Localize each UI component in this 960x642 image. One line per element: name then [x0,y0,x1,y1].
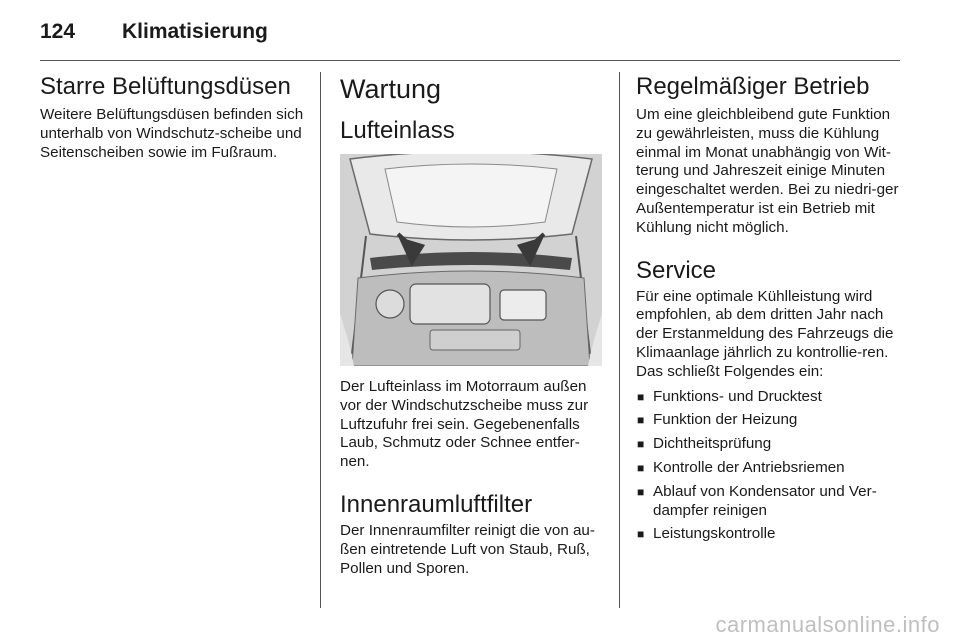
page-header [40,14,900,54]
chapter-title: Klimatisierung [122,20,268,43]
bullet-icon: ■ [637,527,645,542]
engine-bay-illustration [340,154,602,366]
service-checklist [636,388,902,545]
list-item: ■ Ablauf von Kondensator und Ver-dampfer reinigen [637,482,877,519]
list-item: ■ Funktion der Heizung [637,411,798,429]
section-heading-fixed-vents: Starre Belüftungsdüsen [40,73,291,100]
section-heading-maintenance: Wartung [340,74,442,104]
column-divider-right [619,72,620,608]
bullet-icon: ■ [637,389,645,404]
list-item: ■ Dichtheitsprüfung [637,435,772,453]
regular-operation-text: Um eine gleichbleibend gute Funktion zu gewährleisten, muss die Kühlung einmal im Monat unabhängig von Wit-terung und Jahreszeit einige Minuten eingeschaltet werden. Bei zu niedri-ger Außentemperatur ist ein Betrieb mit Kühlung nicht möglich. [636,106,899,236]
subheading-service: Service [636,256,717,284]
cabin-filter-text: Der Innenraumfilter reinigt die von au-ßen eintretende Luft von Staub, Ruß, Pollen und Sporen. [340,521,595,577]
list-item: ■ Funktions- und Drucktest [637,387,822,405]
watermark: carmanualsonline.info [715,612,940,637]
air-inlet-text: Der Lufteinlass im Motorraum außen vor der Windschutzscheibe muss zur Luftzufuhr frei sein. Gegebenenfalls Laub, Schmutz oder Schnee entfer-nen. [340,378,589,471]
bullet-icon: ■ [637,460,645,475]
list-item: ■ Kontrolle der Antriebsriemen [637,458,845,476]
service-text: Für eine optimale Kühlleistung wird empfohlen, ab dem dritten Jahr nach der Erstanmeldung des Fahrzeugs die Klimaanlage jährlich zu kontrollie-ren. Das schließt Folgendes ein: [636,287,894,380]
column-divider-left [320,72,321,608]
list-item: ■ Leistungskontrolle [637,525,776,543]
subheading-cabin-filter: Innenraumluftfilter [340,490,533,518]
subheading-air-inlet: Lufteinlass [340,117,455,144]
bullet-icon: ■ [637,484,645,499]
header-rule [40,60,900,61]
engine-bay-drawing [340,154,602,366]
bullet-icon: ■ [637,437,645,452]
section-heading-regular-operation: Regelmäßiger Betrieb [636,73,870,100]
page-number: 124 [40,20,76,43]
column-middle [340,72,602,578]
column-right [636,72,902,549]
bullet-icon: ■ [637,413,645,428]
fixed-vents-text: Weitere Belüftungsdüsen befinden sich unterhalb von Windschutz-scheibe und Seitenscheiben sowie im Fußraum. [40,106,304,161]
column-left [40,72,305,162]
